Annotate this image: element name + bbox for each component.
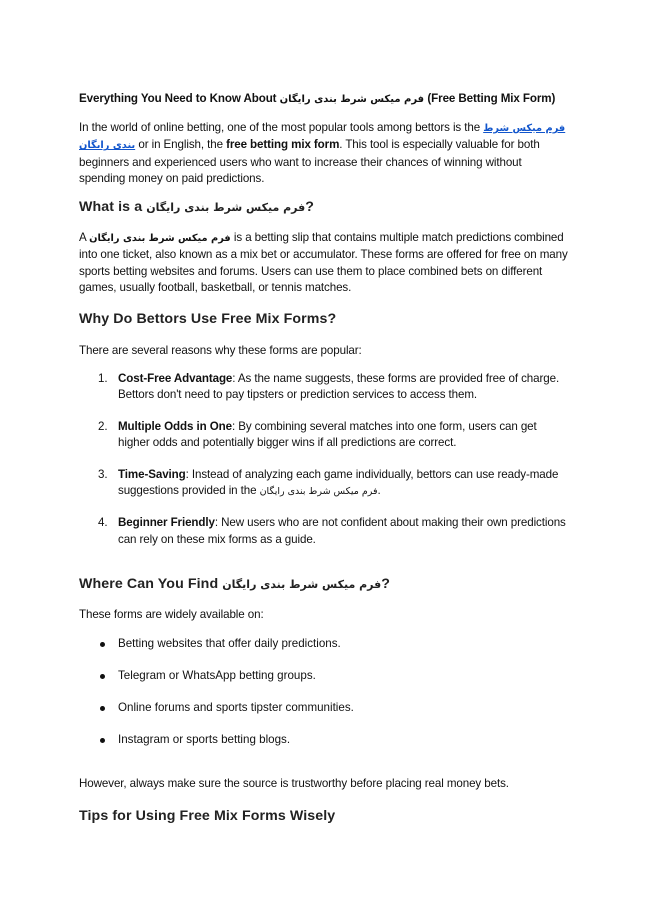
- intro-bold: free betting mix form: [226, 138, 340, 152]
- tips-heading: Tips for Using Free Mix Forms Wisely: [79, 808, 336, 824]
- title-prefix: Everything You Need to Know About: [79, 92, 280, 105]
- why-heading: Why Do Bettors Use Free Mix Forms?: [79, 311, 337, 327]
- what-text-prefix: A: [79, 231, 90, 244]
- list-item: [79, 700, 569, 716]
- list-number: 3.: [98, 467, 108, 481]
- what-text: is a betting slip that contains multiple match predictions combined into one ticket, also known as a mix bet or accumulator. These forms are offered for free on many sports betting websites and forums. Users can use them to place combined bets on different games, usually football, basketball, or tennis matches.: [79, 231, 568, 295]
- bullet-icon: [100, 706, 105, 711]
- where-heading-suffix: ?: [381, 576, 390, 592]
- intro-text-1: In the world of online betting, one of the most popular tools among bettors is the: [79, 121, 484, 134]
- sources-list: [79, 636, 569, 764]
- item-text: : Instead of analyzing each game individually, bettors can use ready-made suggestions provided in the: [118, 467, 559, 498]
- what-heading: [79, 199, 314, 215]
- intro-paragraph: [79, 120, 569, 188]
- item-bold: Time-Saving: [118, 467, 186, 481]
- list-item: [79, 732, 569, 748]
- bullet-icon: [100, 674, 105, 679]
- item-bold: Beginner Friendly: [118, 516, 215, 530]
- where-heading: [79, 576, 390, 592]
- list-item: [79, 668, 569, 684]
- list-item: [79, 515, 569, 548]
- list-item: [79, 419, 569, 452]
- bullet-text: Betting websites that offer daily predictions.: [118, 637, 341, 650]
- item-text: : By combining several matches into one form, users can get higher odds and potentially bigger wins if all predictions are correct.: [118, 419, 537, 450]
- list-number: 1.: [98, 372, 108, 385]
- what-heading-suffix: ?: [305, 199, 314, 215]
- title-suffix: (Free Betting Mix Form): [424, 92, 556, 105]
- intro-text-3: . This tool is especially valuable for both beginners and experienced users who want to increase their chances of winning without spending money on paid predictions.: [79, 138, 540, 186]
- where-intro: These forms are widely available on:: [79, 608, 264, 621]
- bullet-text: Instagram or sports betting blogs.: [118, 733, 291, 746]
- list-item: [79, 371, 569, 404]
- what-paragraph: [79, 230, 569, 297]
- why-intro: There are several reasons why these forms are popular:: [79, 344, 362, 357]
- list-number: 2.: [98, 419, 108, 433]
- item-bold: Cost-Free Advantage: [118, 372, 233, 385]
- intro-link[interactable]: فرم میکس شرط بندی رایگان: [79, 123, 566, 152]
- intro-text-2: or in English, the: [135, 138, 227, 152]
- title-persian: فرم میکس شرط بندی رایگان: [279, 94, 425, 105]
- bullet-text: Telegram or WhatsApp betting groups.: [118, 669, 316, 682]
- list-item: [79, 636, 569, 652]
- item-text: : As the name suggests, these forms are provided free of charge. Bettors don't need to pay tipsters or prediction services to access them.: [118, 372, 560, 402]
- where-heading-prefix: Where Can You Find: [79, 576, 223, 592]
- bullet-icon: [100, 738, 105, 743]
- reasons-list: [79, 371, 569, 563]
- where-heading-persian: فرم میکس شرط بندی رایگان: [222, 578, 382, 591]
- list-number: 4.: [98, 516, 108, 530]
- list-item: [79, 467, 569, 501]
- bullet-icon: [100, 642, 105, 647]
- item-end: .: [377, 484, 381, 498]
- where-note: However, always make sure the source is trustworthy before placing real money bets.: [79, 777, 509, 790]
- bullet-text: Online forums and sports tipster communities.: [118, 701, 354, 714]
- item-persian: فرم میکس شرط بندی رایگان: [259, 486, 378, 498]
- document-title: [79, 92, 579, 105]
- what-heading-persian: فرم میکس شرط بندی رایگان: [146, 201, 306, 214]
- what-text-persian: فرم میکس شرط بندی رایگان: [89, 233, 231, 244]
- item-text: : New users who are not confident about making their own predictions can rely on these mix forms as a guide.: [118, 516, 566, 546]
- item-bold: Multiple Odds in One: [118, 419, 232, 433]
- what-heading-prefix: What is a: [79, 199, 147, 215]
